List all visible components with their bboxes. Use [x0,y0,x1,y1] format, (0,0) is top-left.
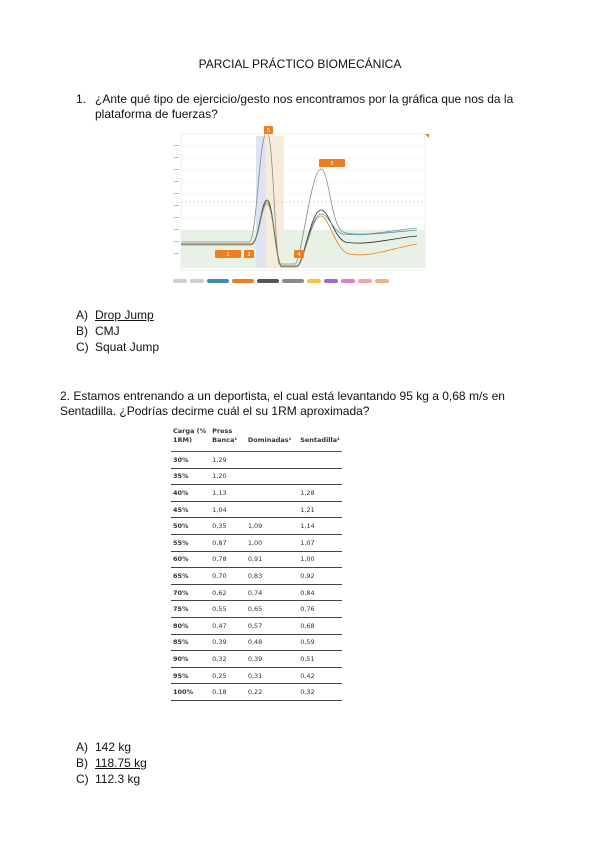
q2-option-c-text: 112.3 kg [95,772,141,786]
table-cell: 1,20 [210,468,246,485]
table-cell: 0,42 [298,667,342,684]
page-title: PARCIAL PRÁCTICO BIOMECÁNICA [198,57,402,71]
table-cell: 0,59 [298,634,342,651]
table-cell: 1,21 [298,501,342,518]
table-row [171,684,342,701]
legend-chip [341,279,355,283]
table-cell: 0,55 [210,601,246,618]
force-platform-graph [171,124,429,288]
q1-option-c-text: Squat Jump [95,340,160,354]
table-cell: 0,78 [210,551,246,568]
table-cell: 1,00 [298,551,342,568]
table-cell: 50% [171,518,210,535]
table-cell: 0,48 [246,634,298,651]
table-header-pull-ups: Dominadas¹ [246,425,298,452]
table-cell: 1,29 [210,452,246,469]
question-2-line-2: Sentadilla. ¿Podrías decirme cuál el su 1RM aproximada? [60,404,370,418]
table-row [171,485,342,502]
table-cell: 0,91 [246,551,298,568]
table-header-bench-press: Press Banca¹ [210,425,246,452]
legend-chip [207,279,229,283]
table-cell: 1,00 [246,534,298,551]
table-cell: 1,09 [246,518,298,535]
q2-option-b-letter: B) [76,756,88,770]
phase-marker-1-label: 1 [226,252,230,258]
question-1-line-2: plataforma de fuerzas? [95,107,218,121]
table-cell [246,485,298,502]
phase-marker-3-label: 3 [330,161,334,167]
velocity-load-table [171,425,342,701]
table-cell: 0,32 [210,651,246,668]
table-cell: 55% [171,534,210,551]
table-cell: 1,14 [298,518,342,535]
legend-chip [324,279,338,283]
table-cell: 0,51 [298,651,342,668]
phase-marker-5-label: 5 [266,128,271,134]
q1-option-a-text: Drop Jump [95,308,154,322]
table-row [171,584,342,601]
q1-option-c-letter: C) [76,340,89,354]
table-row [171,634,342,651]
question-1-number: 1. [76,92,87,106]
question-1-line-1: ¿Ante qué tipo de ejercicio/gesto nos encontramos por la gráfica que nos da la [95,92,514,106]
legend-chip [257,279,279,283]
table-row [171,501,342,518]
table-cell: 0,57 [246,617,298,634]
table-cell: 1,28 [298,485,342,502]
table-cell: 0,65 [246,601,298,618]
legend-chip [375,279,389,283]
table-cell [246,468,298,485]
table-cell: 0,39 [210,634,246,651]
table-cell: 0,76 [298,601,342,618]
table-cell: 1,07 [298,534,342,551]
table-cell: 0,62 [210,584,246,601]
table-row [171,551,342,568]
table-cell: 0,87 [210,534,246,551]
table-cell: 95% [171,667,210,684]
table-row [171,452,342,469]
table-cell [246,452,298,469]
table-cell: 0,31 [246,667,298,684]
table-cell: 1,13 [210,485,246,502]
table-cell: 0,32 [298,684,342,701]
table-cell: 0,83 [246,568,298,585]
table-cell: 0,22 [246,684,298,701]
table-cell: 0,74 [246,584,298,601]
table-cell: 0,47 [210,617,246,634]
table-row [171,468,342,485]
table-cell: 70% [171,584,210,601]
table-body [171,452,342,701]
table-cell: 0,70 [210,568,246,585]
table-row [171,617,342,634]
phase-marker-2-label: 2 [247,252,251,258]
table-cell [298,452,342,469]
table-cell: 85% [171,634,210,651]
legend-chip [173,279,187,283]
q1-option-b-letter: B) [76,324,88,338]
table-cell: 0,68 [298,617,342,634]
table-cell: 75% [171,601,210,618]
table-cell: 1,04 [210,501,246,518]
table-cell: 90% [171,651,210,668]
table-row [171,568,342,585]
q2-option-a-letter: A) [76,740,88,754]
legend-chip [190,279,204,283]
table-cell: 30% [171,452,210,469]
table-row [171,518,342,535]
table-header-load: Carga (% 1RM) [171,425,210,452]
q1-option-a-letter: A) [76,308,88,322]
q2-option-b-text: 118.75 kg [95,756,147,770]
table-cell [246,501,298,518]
table-cell: 0,25 [210,667,246,684]
question-2-line-1: 2. Estamos entrenando a un deportista, el cual está levantando 95 kg a 0,68 m/s en [60,389,505,403]
table-cell: 65% [171,568,210,585]
q2-option-a-text: 142 kg [95,740,132,754]
table-cell: 0,39 [246,651,298,668]
table-cell: 40% [171,485,210,502]
q2-option-c-letter: C) [76,772,89,786]
q1-option-b-text: CMJ [95,324,120,338]
table-header-squat: Sentadilla¹ [298,425,342,452]
table-cell: 0,92 [298,568,342,585]
table-row [171,534,342,551]
table-cell: 35% [171,468,210,485]
legend-chip [282,279,304,283]
legend-chip [232,279,254,283]
table-cell: 0,84 [298,584,342,601]
table-row [171,601,342,618]
table-cell [298,468,342,485]
table-row [171,667,342,684]
table-cell: 0,18 [210,684,246,701]
table-cell: 100% [171,684,210,701]
table-cell: 80% [171,617,210,634]
legend-chip [358,279,372,283]
table-cell: 0,35 [210,518,246,535]
table-cell: 60% [171,551,210,568]
legend-chip [307,279,321,283]
phase-marker-4-label: 4 [297,252,301,258]
table-cell: 45% [171,501,210,518]
table-row [171,651,342,668]
